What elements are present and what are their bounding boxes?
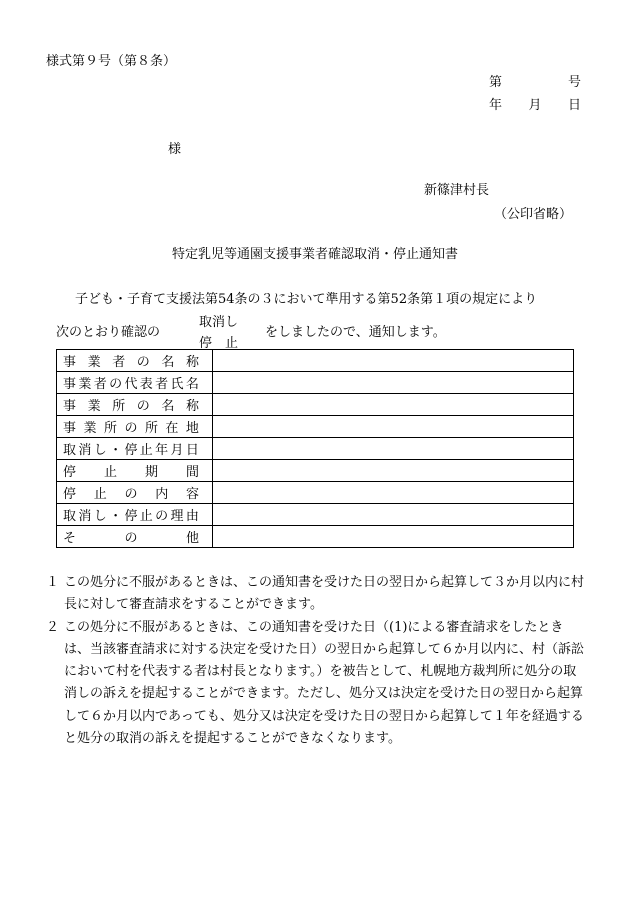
doc-number-suffix: 号 xyxy=(567,75,581,90)
row-label xyxy=(57,526,213,548)
lead-text-line1: 子ども・子育て支援法第54条の３において準用する第52条第１項の規定により xyxy=(75,292,538,307)
table-row xyxy=(57,504,574,526)
row-label-text: 事 業 所 の 名 称 xyxy=(63,399,199,414)
note-item xyxy=(46,572,586,617)
note-text: この処分に不服があるときは、この通知書を受けた日（(1)による審査請求をしたときは、当該審査請求に対する決定を受けた日）の翌日から起算して６か月以内に、村（訴訟において村を代表する者は村長となります。）を被告として、札幌地方裁判所に処分の取消しの訴えを提起することができます。ただし、処分又は決定を受けた日の翌日から起算して６か月以内であっても、処分又は決定を受けた日の翌日から起算して１年を経過すると処分の取消の訴えを提起することができなくなります。 xyxy=(64,619,585,747)
table-row xyxy=(57,526,574,548)
date-year: 年 xyxy=(489,98,503,113)
row-label xyxy=(57,504,213,526)
issue-date xyxy=(489,94,581,113)
date-day: 日 xyxy=(567,98,581,113)
table-row xyxy=(57,482,574,504)
date-month: 月 xyxy=(528,98,542,113)
table-row xyxy=(57,350,574,372)
table-row xyxy=(57,372,574,394)
note-number: １ xyxy=(46,575,60,590)
choice-suspend: 停 止 xyxy=(199,336,239,351)
table-row xyxy=(57,394,574,416)
row-value[interactable] xyxy=(213,372,574,394)
row-label-text: 停 止 の 内 容 xyxy=(63,487,199,502)
row-label xyxy=(57,372,213,394)
row-value[interactable] xyxy=(213,482,574,504)
row-value[interactable] xyxy=(213,504,574,526)
notes xyxy=(46,572,586,750)
info-table xyxy=(56,349,574,548)
row-value[interactable] xyxy=(213,526,574,548)
row-label xyxy=(57,416,213,438)
row-label xyxy=(57,350,213,372)
row-label xyxy=(57,460,213,482)
row-label-text: 停 止 期 間 xyxy=(63,465,199,480)
sender-name: 新篠津村長 xyxy=(424,183,490,198)
row-value[interactable] xyxy=(213,350,574,372)
table-row xyxy=(57,460,574,482)
table-row xyxy=(57,416,574,438)
row-label-text: 事 業 所 の 所 在 地 xyxy=(63,421,199,436)
seal-note: （公印省略） xyxy=(494,207,573,222)
document-number xyxy=(489,71,581,90)
row-value[interactable] xyxy=(213,416,574,438)
row-label-text: 事 業 者 の 代 表 者 氏 名 xyxy=(63,377,199,392)
form-number: 様式第９号（第８条） xyxy=(46,54,177,69)
row-label-text: 取 消 し ・ 停 止 の 理 由 xyxy=(63,509,199,524)
row-label xyxy=(57,394,213,416)
row-value[interactable] xyxy=(213,394,574,416)
note-number: ２ xyxy=(46,619,60,635)
row-label-text: 取 消 し ・ 停 止 年 月 日 xyxy=(63,443,199,458)
row-label xyxy=(57,438,213,460)
table-row xyxy=(57,438,574,460)
recipient-honorific: 様 xyxy=(168,142,182,157)
lead-text-prefix: 次のとおり確認の xyxy=(56,325,161,340)
choice-cancel: 取消し xyxy=(199,315,239,330)
note-text: この処分に不服があるときは、この通知書を受けた日の翌日から起算して３か月以内に村長に対して審査請求をすることができます。 xyxy=(64,575,585,613)
doc-number-prefix: 第 xyxy=(489,75,503,90)
note-item xyxy=(46,617,586,751)
row-label xyxy=(57,482,213,504)
row-label-text: そ の 他 xyxy=(63,531,199,546)
row-value[interactable] xyxy=(213,460,574,482)
lead-text-suffix: をしましたので、通知します。 xyxy=(265,325,446,340)
row-value[interactable] xyxy=(213,438,574,460)
document-title: 特定乳児等通園支援事業者確認取消・停止通知書 xyxy=(171,247,458,262)
row-label-text: 事 業 者 の 名 称 xyxy=(63,355,199,370)
